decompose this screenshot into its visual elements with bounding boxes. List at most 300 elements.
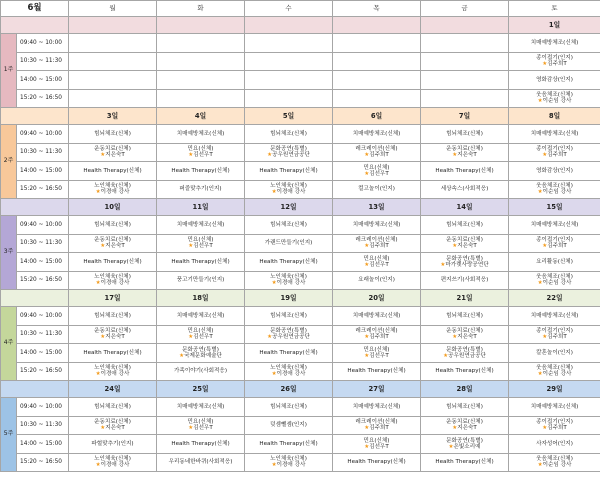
activity-line: Health Therapy(신체) <box>347 459 406 466</box>
time-slot: 10:30 ~ 11:30 <box>17 143 69 162</box>
schedule-cell <box>421 344 509 363</box>
activity-line: 문화공연(특별) <box>270 328 307 335</box>
header-row <box>1 1 600 17</box>
schedule-cell <box>69 180 157 199</box>
activity-line: 칼혼놀이(인지) <box>536 349 573 356</box>
star-icon: ★ <box>95 280 101 287</box>
activity-line: 웃음체조(신체) <box>536 274 573 281</box>
activity-line: 치매예방체조(신체) <box>352 403 401 410</box>
schedule-cell <box>245 89 333 108</box>
star-icon: ★ <box>542 334 548 341</box>
activity-line: 세상속스(사회적응) <box>440 186 489 193</box>
activity-line: ★지은숙T <box>452 334 477 341</box>
activity-line: ★김주희T <box>542 425 567 432</box>
activity-line: Health Therapy(신체) <box>171 167 230 174</box>
schedule-cell <box>157 34 245 53</box>
schedule-cell <box>157 453 245 472</box>
schedule-cell <box>333 344 421 363</box>
star-icon: ★ <box>364 425 370 432</box>
schedule-cell <box>421 307 509 326</box>
week-label: 5주 <box>1 398 17 472</box>
activity-line: ★이경애 강사 <box>271 462 306 469</box>
schedule-cell <box>421 253 509 272</box>
schedule-cell <box>69 362 157 381</box>
activity-line: 치매예방체조(신체) <box>176 221 225 228</box>
schedule-cell <box>157 143 245 162</box>
schedule-cell <box>509 71 600 90</box>
star-icon: ★ <box>188 334 194 341</box>
schedule-cell <box>69 52 157 71</box>
day-number-row <box>1 17 600 34</box>
activity-line: 노인체육(신체) <box>94 274 131 281</box>
time-slot: 10:30 ~ 11:30 <box>17 234 69 253</box>
schedule-cell <box>69 89 157 108</box>
star-icon: ★ <box>364 334 370 341</box>
activity-line: 민요(신체) <box>187 237 214 244</box>
schedule-cell <box>333 325 421 344</box>
star-icon: ★ <box>448 443 454 450</box>
day-number: 10일 <box>69 199 157 216</box>
day-row-spacer <box>1 290 69 307</box>
star-icon: ★ <box>443 352 449 359</box>
schedule-cell <box>157 234 245 253</box>
activity-line: ★이순임 강사 <box>537 98 572 105</box>
schedule-cell <box>157 307 245 326</box>
activity-line: ★김주희T <box>364 152 389 159</box>
star-icon: ★ <box>452 425 458 432</box>
day-row-spacer <box>1 199 69 216</box>
activity-line: ★공우원연금공단 <box>267 152 310 159</box>
activity-line: 문화공연(특별) <box>446 346 483 353</box>
schedule-cell <box>333 253 421 272</box>
activity-line: ★이경애 강사 <box>271 280 306 287</box>
activity-line: 힘뇌체조(신체) <box>446 221 483 228</box>
day-number <box>421 17 509 34</box>
schedule-cell <box>421 325 509 344</box>
activity-line: ★공우원연금공단 <box>443 352 486 359</box>
schedule-cell <box>245 125 333 144</box>
schedule-cell <box>333 125 421 144</box>
activity-line: Health Therapy(신체) <box>83 349 142 356</box>
activity-line: 힘뇌체조(신체) <box>94 130 131 137</box>
activity-line: 문화공연(특별) <box>270 146 307 153</box>
schedule-cell <box>245 307 333 326</box>
activity-line: 종이접기(인지) <box>536 328 573 335</box>
activity-line: ★김주희T <box>542 61 567 68</box>
activity-line: 레크레이션(신체) <box>355 328 398 335</box>
activity-line: ★김선우T <box>364 261 389 268</box>
day-number <box>245 17 333 34</box>
day-number <box>333 17 421 34</box>
activity-line: 치매예방체조(신체) <box>352 312 401 319</box>
day-number: 3일 <box>69 108 157 125</box>
day-number: 7일 <box>421 108 509 125</box>
activity-line: 노인체육(신체) <box>94 456 131 463</box>
activity-line: 노인체육(신체) <box>94 183 131 190</box>
star-icon: ★ <box>188 425 194 432</box>
time-slot: 14:00 ~ 15:00 <box>17 435 69 454</box>
schedule-cell <box>245 362 333 381</box>
activity-line: 힘뇌체조(신체) <box>270 130 307 137</box>
day-number: 12일 <box>245 199 333 216</box>
schedule-cell <box>69 307 157 326</box>
time-slot-row <box>1 125 600 144</box>
time-slot-row <box>1 325 600 344</box>
schedule-cell <box>245 398 333 417</box>
week-label: 2주 <box>1 125 17 199</box>
day-number: 24일 <box>69 381 157 398</box>
schedule-cell <box>421 180 509 199</box>
activity-line: 파헐맞추기(인지) <box>91 440 134 447</box>
activity-line: 요래놀이(인지) <box>358 277 395 284</box>
activity-line: 노인체육(신체) <box>270 183 307 190</box>
activity-line: 치매예방체조(신체) <box>176 312 225 319</box>
day-number-row <box>1 290 600 307</box>
schedule-cell <box>509 234 600 253</box>
activity-line: 종이접기(인지) <box>536 146 573 153</box>
star-icon: ★ <box>267 152 273 159</box>
time-slot: 10:30 ~ 11:30 <box>17 52 69 71</box>
schedule-cell <box>333 362 421 381</box>
schedule-cell <box>157 398 245 417</box>
time-slot: 15:20 ~ 16:50 <box>17 362 69 381</box>
schedule-cell <box>509 325 600 344</box>
star-icon: ★ <box>95 371 101 378</box>
activity-line: 종이접기(인지) <box>536 55 573 62</box>
time-slot: 09:40 ~ 10:00 <box>17 34 69 53</box>
schedule-cell <box>333 180 421 199</box>
month-title: 6월 <box>1 1 69 17</box>
activity-line: ★김선우T <box>188 243 213 250</box>
schedule-cell <box>333 89 421 108</box>
schedule-cell <box>333 234 421 253</box>
time-slot-row <box>1 52 600 71</box>
time-slot: 15:20 ~ 16:50 <box>17 453 69 472</box>
activity-line: ★지은숙T <box>100 243 125 250</box>
schedule-cell <box>69 71 157 90</box>
activity-line: 힘뇌체조(신체) <box>446 130 483 137</box>
star-icon: ★ <box>440 261 446 268</box>
schedule-cell <box>69 271 157 290</box>
activity-line: 종이접기(인지) <box>536 419 573 426</box>
time-slot: 15:20 ~ 16:50 <box>17 89 69 108</box>
schedule-cell <box>157 416 245 435</box>
activity-line: 민요(신체) <box>363 346 390 353</box>
schedule-cell <box>245 52 333 71</box>
schedule-cell <box>245 325 333 344</box>
time-slot-row <box>1 89 600 108</box>
schedule-cell <box>245 162 333 181</box>
activity-line: 문화공연(특별) <box>446 255 483 262</box>
time-slot-row <box>1 180 600 199</box>
schedule-cell <box>157 180 245 199</box>
schedule-cell <box>509 89 600 108</box>
day-number: 27일 <box>333 381 421 398</box>
activity-line: ★김선우T <box>188 334 213 341</box>
activity-line: Health Therapy(신체) <box>435 167 494 174</box>
activity-line: ★김주희T <box>364 425 389 432</box>
activity-line: 운동치료(신체) <box>94 237 131 244</box>
activity-line: 민요(신체) <box>187 146 214 153</box>
weekday-header: 목 <box>333 1 421 17</box>
schedule-cell <box>157 71 245 90</box>
schedule-cell <box>333 398 421 417</box>
activity-line: 덧셈뺄셈(인지) <box>270 422 307 429</box>
weekday-header: 월 <box>69 1 157 17</box>
activity-line: 치매예방체조(신체) <box>352 221 401 228</box>
schedule-cell <box>421 362 509 381</box>
schedule-cell <box>333 271 421 290</box>
time-slot: 10:30 ~ 11:30 <box>17 416 69 435</box>
activity-line: 운동치료(신체) <box>94 419 131 426</box>
activity-line: 영화감상(인지) <box>536 167 573 174</box>
activity-line: 영화감상(인지) <box>536 76 573 83</box>
schedule-cell <box>509 435 600 454</box>
star-icon: ★ <box>271 462 277 469</box>
schedule-cell <box>333 307 421 326</box>
activity-line: ★김선우T <box>188 425 213 432</box>
activity-line: 민요(신체) <box>363 255 390 262</box>
activity-line: ★지은숙T <box>452 152 477 159</box>
activity-line: ★김주희T <box>364 243 389 250</box>
star-icon: ★ <box>100 152 106 159</box>
schedule-cell <box>421 234 509 253</box>
day-number: 20일 <box>333 290 421 307</box>
activity-line: Health Therapy(신체) <box>171 258 230 265</box>
day-number-row <box>1 199 600 216</box>
schedule-cell <box>69 416 157 435</box>
schedule-cell <box>245 416 333 435</box>
schedule-cell <box>69 398 157 417</box>
activity-line: ★지은숙T <box>452 243 477 250</box>
schedule-cell <box>245 253 333 272</box>
activity-line: 퍼즐맞추기(인지) <box>179 186 222 193</box>
schedule-cell <box>69 125 157 144</box>
star-icon: ★ <box>364 170 370 177</box>
activity-line: ★지은숙T <box>100 425 125 432</box>
activity-line: 노인체육(신체) <box>270 274 307 281</box>
schedule-cell <box>69 253 157 272</box>
schedule-cell <box>509 398 600 417</box>
star-icon: ★ <box>542 243 548 250</box>
schedule-cell <box>157 162 245 181</box>
schedule-cell <box>69 453 157 472</box>
activity-line: 가랜드만들기(인지) <box>264 240 313 247</box>
activity-line: 레크레이션(신체) <box>355 146 398 153</box>
activity-line: Health Therapy(신체) <box>259 167 318 174</box>
schedule-cell <box>333 162 421 181</box>
day-number: 8일 <box>509 108 600 125</box>
time-slot: 15:20 ~ 16:50 <box>17 180 69 199</box>
activity-line: 웃음체조(신체) <box>536 456 573 463</box>
week-label: 4주 <box>1 307 17 381</box>
activity-line: 요리활동(신체) <box>536 258 573 265</box>
time-slot: 09:40 ~ 10:00 <box>17 398 69 417</box>
schedule-cell <box>69 162 157 181</box>
star-icon: ★ <box>364 152 370 159</box>
schedule-cell <box>509 180 600 199</box>
activity-line: 힘뇌체조(신체) <box>446 312 483 319</box>
schedule-cell <box>245 453 333 472</box>
schedule-cell <box>157 344 245 363</box>
activity-line: 문화공연(특별) <box>446 437 483 444</box>
activity-line: 치매예방체조(신체) <box>352 130 401 137</box>
schedule-cell <box>69 34 157 53</box>
activity-line: ★김주희T <box>542 243 567 250</box>
day-number: 21일 <box>421 290 509 307</box>
activity-line: ★김주희T <box>542 334 567 341</box>
star-icon: ★ <box>271 371 277 378</box>
star-icon: ★ <box>364 443 370 450</box>
schedule-cell <box>509 125 600 144</box>
activity-line: Health Therapy(신체) <box>435 368 494 375</box>
star-icon: ★ <box>364 261 370 268</box>
star-icon: ★ <box>537 462 543 469</box>
schedule-cell <box>333 216 421 235</box>
activity-line: 치매예방체조(신체) <box>530 403 579 410</box>
schedule-cell <box>157 125 245 144</box>
time-slot: 10:30 ~ 11:30 <box>17 325 69 344</box>
weekday-header: 수 <box>245 1 333 17</box>
schedule-cell <box>69 234 157 253</box>
activity-line: 노인체육(신체) <box>270 456 307 463</box>
activity-line: 웃음체조(신체) <box>536 183 573 190</box>
schedule-cell <box>157 52 245 71</box>
weekday-header: 화 <box>157 1 245 17</box>
activity-line: 힘뇌체조(신체) <box>270 403 307 410</box>
activity-line: ★이순임 강사 <box>537 462 572 469</box>
time-slot: 09:40 ~ 10:00 <box>17 125 69 144</box>
schedule-cell <box>157 89 245 108</box>
activity-line: 운동치료(신체) <box>446 328 483 335</box>
schedule-cell <box>421 271 509 290</box>
schedule-cell <box>421 398 509 417</box>
schedule-cell <box>245 435 333 454</box>
time-slot: 09:40 ~ 10:00 <box>17 307 69 326</box>
day-number: 13일 <box>333 199 421 216</box>
star-icon: ★ <box>452 152 458 159</box>
activity-line: 레크레이션(신체) <box>355 419 398 426</box>
schedule-cell <box>245 143 333 162</box>
day-number-row <box>1 108 600 125</box>
star-icon: ★ <box>271 189 277 196</box>
activity-line: 사자성어(인지) <box>536 440 573 447</box>
day-number: 17일 <box>69 290 157 307</box>
schedule-cell <box>421 162 509 181</box>
schedule-cell <box>333 143 421 162</box>
activity-line: Health Therapy(신체) <box>259 349 318 356</box>
activity-line: ★지은숙T <box>452 425 477 432</box>
activity-line: 민요(신체) <box>187 328 214 335</box>
activity-line: 힘뇌체조(신체) <box>270 312 307 319</box>
schedule-cell <box>69 325 157 344</box>
time-slot-row <box>1 143 600 162</box>
time-slot-row <box>1 253 600 272</box>
schedule-cell <box>157 271 245 290</box>
activity-line: ★이경애 강사 <box>95 189 130 196</box>
activity-line: ★은빛소리예 <box>448 443 481 450</box>
activity-line: Health Therapy(신체) <box>83 258 142 265</box>
activity-line: ★김선우T <box>364 443 389 450</box>
activity-line: 힘뇌체조(신체) <box>446 403 483 410</box>
activity-line: Health Therapy(신체) <box>347 368 406 375</box>
day-row-spacer <box>1 108 69 125</box>
day-number <box>69 17 157 34</box>
activity-line: ★김선우T <box>364 170 389 177</box>
activity-line: 운동치료(신체) <box>446 146 483 153</box>
schedule-cell <box>245 271 333 290</box>
star-icon: ★ <box>537 189 543 196</box>
activity-line: 치매예방체조(신체) <box>176 403 225 410</box>
star-icon: ★ <box>537 280 543 287</box>
star-icon: ★ <box>188 152 194 159</box>
star-icon: ★ <box>179 352 185 359</box>
schedule-cell <box>509 416 600 435</box>
schedule-cell <box>157 435 245 454</box>
schedule-cell <box>421 52 509 71</box>
activity-line: 편지쓰기(사회적응) <box>440 277 489 284</box>
schedule-cell <box>509 362 600 381</box>
day-number: 5일 <box>245 108 333 125</box>
day-number: 1일 <box>509 17 600 34</box>
activity-line: 운동치료(신체) <box>94 328 131 335</box>
weekday-header: 토 <box>509 1 600 17</box>
schedule-cell <box>421 416 509 435</box>
activity-line: 종이접기(인지) <box>536 237 573 244</box>
activity-line: 웃음체조(신체) <box>536 365 573 372</box>
activity-line: 레크레이션(신체) <box>355 237 398 244</box>
time-slot-row <box>1 34 600 53</box>
day-number: 29일 <box>509 381 600 398</box>
activity-line: 우리동네한바퀴(사회적응) <box>168 459 233 466</box>
star-icon: ★ <box>100 425 106 432</box>
week-label: 1주 <box>1 34 17 108</box>
schedule-cell <box>333 34 421 53</box>
time-slot-row <box>1 234 600 253</box>
schedule-cell <box>157 362 245 381</box>
day-number: 19일 <box>245 290 333 307</box>
activity-line: ★김선우T <box>364 352 389 359</box>
schedule-cell <box>333 416 421 435</box>
activity-line: ★이경애 강사 <box>95 280 130 287</box>
star-icon: ★ <box>100 334 106 341</box>
star-icon: ★ <box>95 462 101 469</box>
activity-line: 운동치료(신체) <box>446 419 483 426</box>
star-icon: ★ <box>188 243 194 250</box>
week-label: 3주 <box>1 216 17 290</box>
schedule-cell <box>245 180 333 199</box>
schedule-cell <box>157 216 245 235</box>
activity-line: 가족이야기(사회적응) <box>174 368 228 375</box>
activity-line: 웃음체조(신체) <box>536 92 573 99</box>
activity-line: ★이경애 강사 <box>95 371 130 378</box>
activity-line: 운동치료(신체) <box>446 237 483 244</box>
time-slot: 09:40 ~ 10:00 <box>17 216 69 235</box>
day-number: 11일 <box>157 199 245 216</box>
activity-line: 민요(신체) <box>363 164 390 171</box>
activity-line: ★이순임 강사 <box>537 371 572 378</box>
activity-line: 문화공연(특별) <box>182 346 219 353</box>
day-number: 22일 <box>509 290 600 307</box>
day-number: 25일 <box>157 381 245 398</box>
activity-line: ★공우원연금공단 <box>267 334 310 341</box>
schedule-cell <box>333 71 421 90</box>
schedule-cell <box>69 143 157 162</box>
time-slot-row <box>1 416 600 435</box>
day-number: 15일 <box>509 199 600 216</box>
activity-line: ★김선우T <box>188 152 213 159</box>
schedule-cell <box>421 71 509 90</box>
